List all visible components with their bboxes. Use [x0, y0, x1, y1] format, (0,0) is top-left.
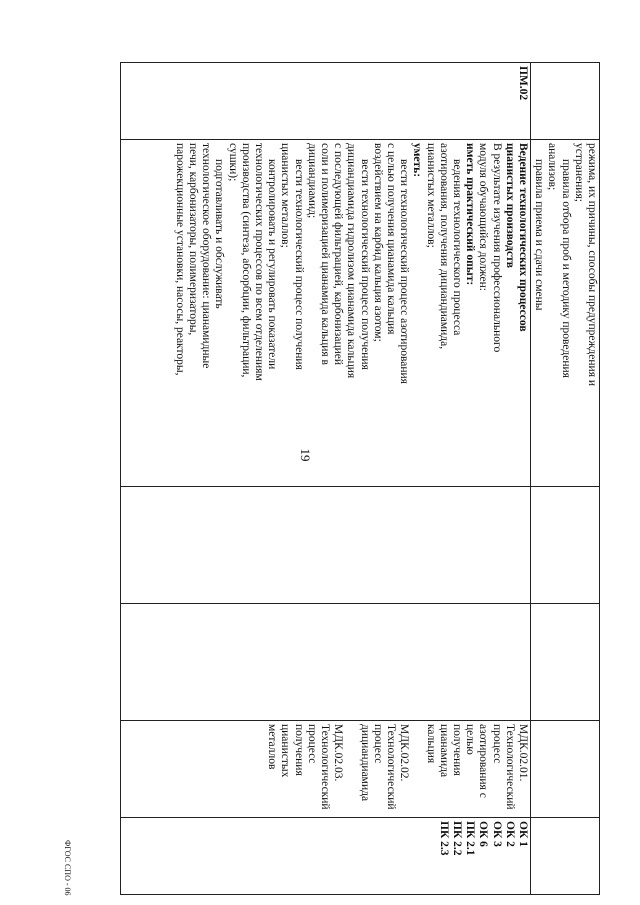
competency-code: ОК 6	[477, 821, 490, 847]
mdk-line: процесс	[371, 724, 384, 764]
text-line: подготавливать и обслуживать	[213, 159, 226, 309]
mdk-list	[121, 721, 531, 818]
curriculum-table	[120, 62, 600, 895]
text-line: модуля обучающийся должен:	[477, 143, 490, 291]
hours-cell	[121, 604, 531, 721]
competency-code: ПК 2.2	[450, 821, 463, 856]
hours-cell	[121, 487, 531, 604]
table-row	[121, 63, 531, 895]
text-line: сушки);	[226, 143, 239, 182]
competency-code: ПК 2.3	[437, 821, 450, 856]
footer-label: ФГОС СПО - 06	[63, 840, 72, 896]
mdk-line	[410, 724, 423, 814]
text-line: соли и полимеризацией цианамида кальция в	[318, 143, 331, 365]
text-line: вести технологический процесс получения	[292, 159, 305, 370]
code-cell	[530, 63, 599, 140]
mdk-line: процесс	[490, 724, 503, 764]
text-line: азотирования, получения дициандиамида,	[437, 143, 450, 350]
text-line: анализов;	[546, 143, 559, 191]
text-line: с целью получения цианамида кальция	[384, 143, 397, 335]
hours-cell	[530, 487, 599, 604]
mdk-line: азотирования с целью	[464, 724, 490, 798]
hours-cell	[530, 604, 599, 721]
table-row	[530, 63, 599, 895]
mdk-line: Технологический	[318, 724, 331, 810]
text-line: В результате изучения профессионального	[490, 143, 503, 353]
competency-code: ОК 2	[503, 821, 516, 847]
text-line: производства (синтеза, абсорбции, фильтрации,	[239, 143, 252, 378]
experience-label: иметь практический опыт:	[464, 143, 477, 286]
mdk-line: Технологический	[503, 724, 516, 810]
description-cell	[530, 140, 599, 487]
module-title-line: цианистых производств	[503, 143, 516, 268]
competency-code: ОК 3	[490, 821, 503, 847]
competency-code: ОК 1	[516, 821, 529, 847]
text-line: устранения;	[572, 143, 585, 202]
text-line: технологическое оборудование: цианамидные	[200, 143, 213, 369]
module-title-line: Ведение технологических процессов	[516, 143, 529, 332]
mdk-line: МДК.02.03.	[332, 724, 345, 782]
text-line: технологических процессов по всем отделениям	[252, 143, 265, 381]
mdk-line: МДК.02.02.	[398, 724, 411, 782]
mdk-line: дициандиамида	[358, 724, 371, 802]
text-line: дициандиамид;	[305, 143, 318, 219]
page-number: 19	[298, 448, 313, 462]
text-line: правила отбора проб и методику проведения	[559, 159, 572, 378]
module-description	[121, 140, 531, 487]
module-code: ПМ.02	[121, 63, 531, 140]
text-line: правила приема и сдачи смены	[533, 159, 546, 311]
text-line: вести технологический процесс получения	[358, 159, 371, 370]
text-line: дициандиамида гидролизом цианамида кальция	[345, 143, 358, 379]
text-line: с последующей фильтрацией, карбонизацией	[332, 143, 345, 366]
mdk-line: получения	[450, 724, 463, 776]
text-line: цианистых металлов;	[279, 143, 292, 248]
competency-cell	[530, 818, 599, 895]
competency-code: ПК 2.1	[464, 821, 477, 856]
text-line: режима, их причины, способы предупреждения и	[586, 143, 598, 387]
text-line: воздействием на карбид кальция азотом;	[371, 143, 384, 342]
text-line: контролировать и регулировать показатели	[266, 159, 279, 370]
mdk-line: процесс получения	[292, 724, 318, 776]
mdk-line: Технологический	[384, 724, 397, 810]
competency-list	[121, 818, 531, 895]
mdk-line: цианамида кальция	[424, 724, 450, 778]
text-line: ведения технологического процесса	[450, 159, 463, 336]
skills-label: уметь:	[411, 143, 424, 178]
mdk-line: МДК.02.01.	[516, 724, 529, 782]
rotated-page-content	[120, 62, 600, 856]
text-line: парожекционные установки, насосы, реакторы,	[173, 143, 186, 376]
text-line: печи, карбонизаторы, полимеризаторы,	[186, 143, 199, 336]
text-line: цианистых металлов;	[424, 143, 437, 248]
text-line: вести технологический процесс азотирования	[398, 159, 411, 384]
mdk-cell	[530, 721, 599, 818]
mdk-line: цианистых металлов	[266, 724, 292, 778]
mdk-line	[344, 724, 357, 814]
